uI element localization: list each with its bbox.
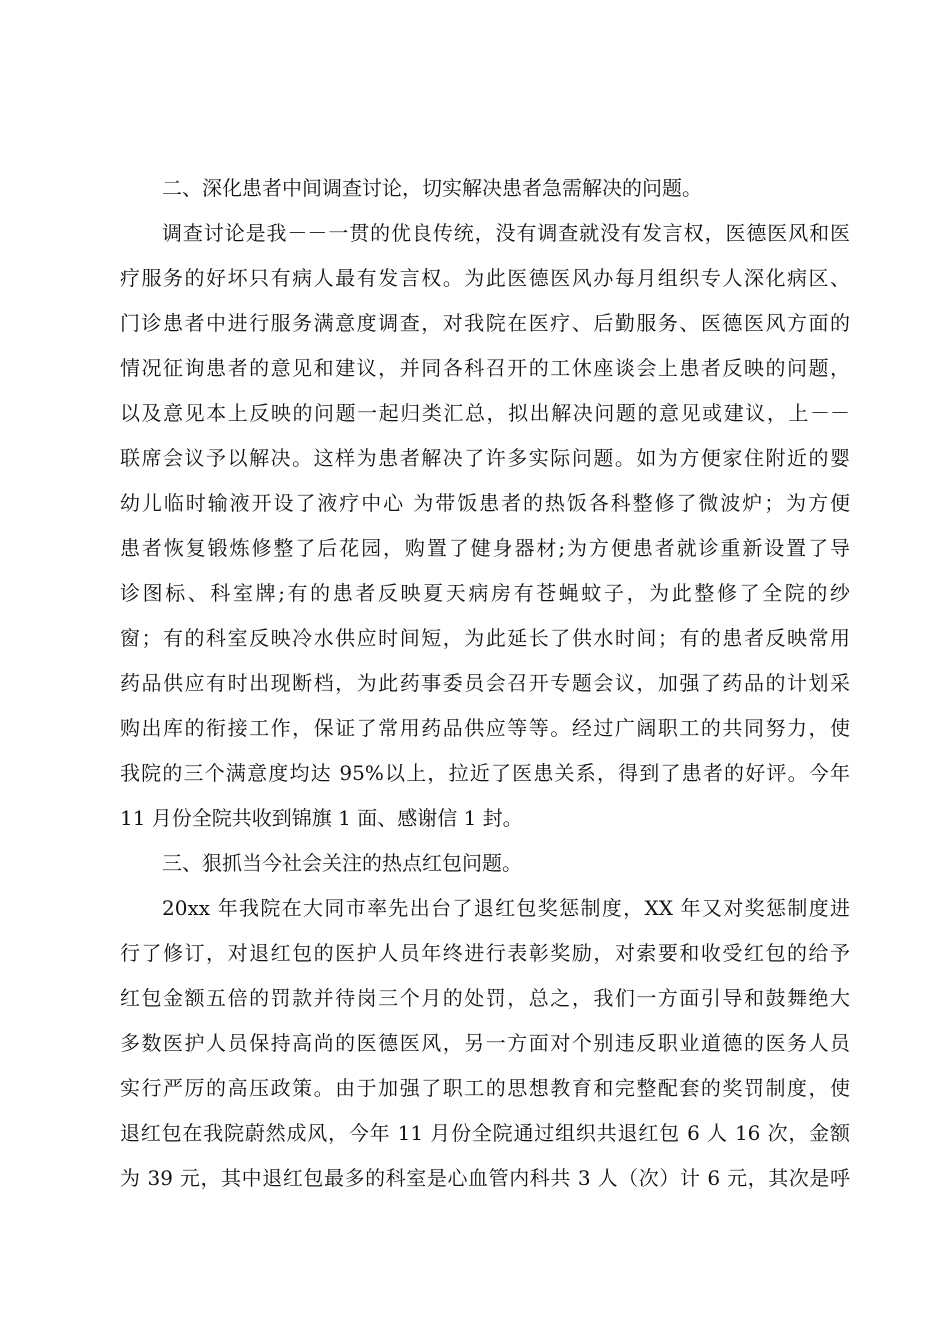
paragraph-line: 实行严厉的高压政策。由于加强了职工的思想教育和完整配套的奖罚制度，使: [120, 1076, 850, 1100]
paragraph-line: 调查讨论是我－－一贯的优良传统，没有调查就没有发言权，医德医风和医: [162, 221, 850, 245]
paragraph-line: 药品供应有时出现断档，为此药事委员会召开专题会议，加强了药品的计划采: [120, 671, 850, 695]
paragraph-line: 窗；有的科室反映冷水供应时间短，为此延长了供水时间；有的患者反映常用: [120, 626, 850, 650]
paragraph-line: 20xx 年我院在大同市率先出台了退红包奖惩制度，XX 年又对奖惩制度进: [162, 896, 850, 920]
paragraph-line: 行了修订，对退红包的医护人员年终进行表彰奖励，对索要和收受红包的给予: [120, 941, 850, 965]
section-heading-3: 三、狠抓当今社会关注的热点红包问题。: [162, 851, 522, 875]
paragraph-line: 诊图标、科室牌;有的患者反映夏天病房有苍蝇蚊子，为此整修了全院的纱: [120, 581, 850, 605]
document-body: [120, 166, 850, 1201]
paragraph-line: 幼儿临时输液开设了液疗中心 为带饭患者的热饭各科整修了微波炉；为方便: [120, 491, 850, 515]
paragraph-line: 11 月份全院共收到锦旗 1 面、感谢信 1 封。: [120, 806, 523, 830]
section-3-paragraph: [120, 886, 850, 1201]
paragraph-line: 以及意见本上反映的问题一起归类汇总，拟出解决问题的意见或建议，上－－: [120, 401, 850, 425]
paragraph-line: 联席会议予以解决。这样为患者解决了许多实际问题。如为方便家住附近的婴: [120, 446, 850, 470]
paragraph-line: 疗服务的好坏只有病人最有发言权。为此医德医风办每月组织专人深化病区、: [120, 266, 850, 290]
paragraph-line: 为 39 元，其中退红包最多的科室是心血管内科共 3 人（次）计 6 元，其次是呼: [120, 1166, 850, 1190]
paragraph-line: 我院的三个满意度均达 95%以上，拉近了医患关系，得到了患者的好评。今年: [120, 761, 850, 785]
paragraph-line: 退红包在我院蔚然成风，今年 11 月份全院通过组织共退红包 6 人 16 次，金额: [120, 1121, 850, 1145]
paragraph-line: 患者恢复锻炼修整了后花园，购置了健身器材;为方便患者就诊重新设置了导: [120, 536, 850, 560]
paragraph-line: 购出库的衔接工作，保证了常用药品供应等等。经过广阔职工的共同努力，使: [120, 716, 850, 740]
paragraph-line: 多数医护人员保持高尚的医德医风，另一方面对个别违反职业道德的医务人员: [120, 1031, 850, 1055]
paragraph-line: 门诊患者中进行服务满意度调查，对我院在医疗、后勤服务、医德医风方面的: [120, 311, 850, 335]
section-heading-2: 二、深化患者中间调查讨论，切实解决患者急需解决的问题。: [162, 176, 702, 200]
paragraph-line: 情况征询患者的意见和建议，并同各科召开的工休座谈会上患者反映的问题，: [120, 356, 850, 380]
paragraph-line: 红包金额五倍的罚款并待岗三个月的处罚，总之，我们一方面引导和鼓舞绝大: [120, 986, 850, 1010]
section-2-paragraph: [120, 211, 850, 841]
